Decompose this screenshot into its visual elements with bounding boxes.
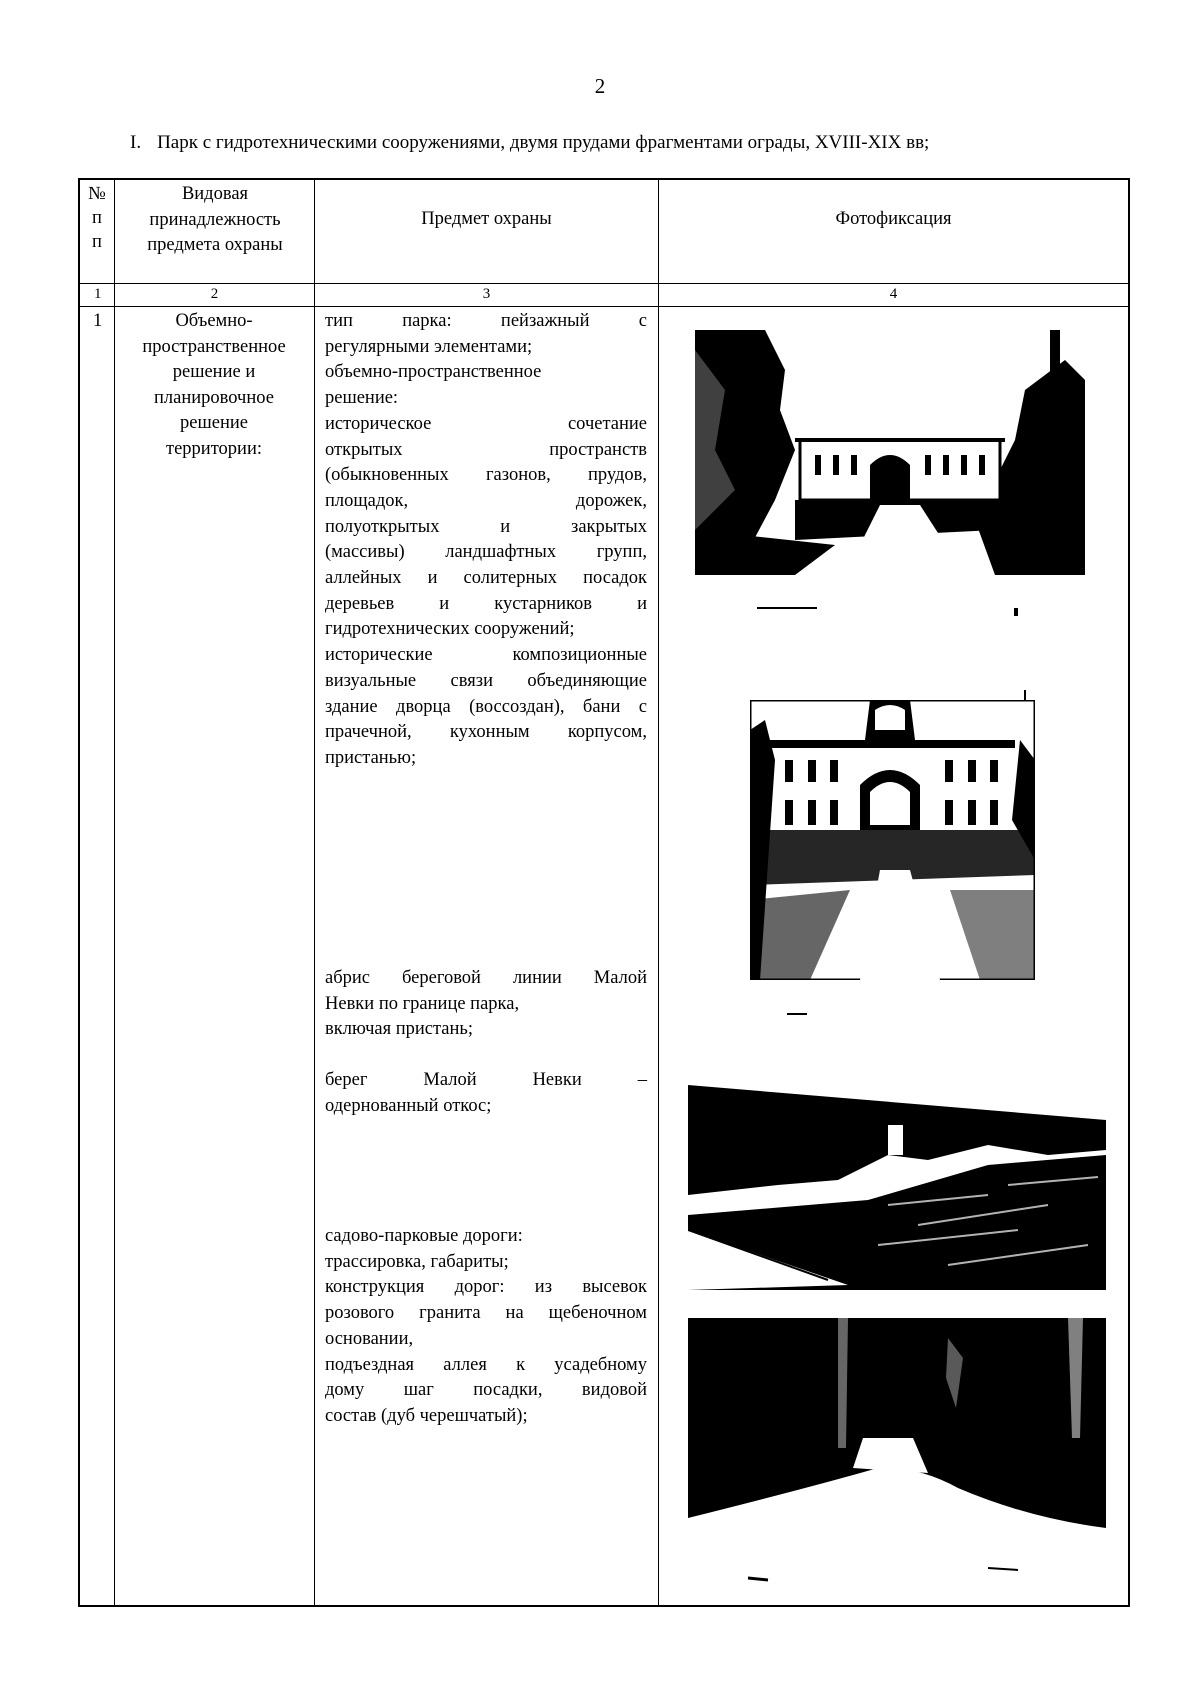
section-number: I.	[130, 132, 142, 153]
page-number: 2	[594, 74, 606, 98]
section-heading	[130, 132, 929, 154]
header-photo: Фотофиксация	[835, 209, 952, 229]
subject-block-1: тип парка: пейзажный с регулярными элементами; объемно-пространственное решение: историческое сочетание открытых пространств (обыкновенных газонов, прудов, площадок, дорожек, полуоткрытых и закрытых (массивы) ландшафтных групп, аллейных и солитерных посадок деревьев и кустарников и гидротехнических сооружений; исторические композиционные визуальные связи объединяющие здание дворца (воссоздан), бани с прачечной, кухонным корпусом, пристанью;	[325, 311, 647, 768]
protection-type: Объемно- пространственное решение и планировочное решение территории:	[142, 311, 286, 459]
photo-artifact	[757, 607, 817, 609]
photo-artifact	[1014, 608, 1018, 616]
subject-block-3: берег Малой Невки – одернованный откос;	[325, 1070, 647, 1116]
column-number-1: 1	[94, 286, 102, 302]
photo-artifact	[787, 1013, 807, 1015]
section-title: Парк с гидротехническими сооружениями, двумя прудами фрагментами ограды, XVIII-XIX вв;	[157, 132, 930, 153]
column-number-3: 3	[482, 286, 491, 302]
photo-park-alley	[688, 1318, 1106, 1594]
photo-palace-alley	[695, 330, 1085, 575]
column-number-4: 4	[889, 286, 898, 302]
header-subject: Предмет охраны	[421, 209, 552, 229]
subject-block-2: абрис береговой линии Малой Невки по границе парка, включая пристань;	[325, 968, 647, 1040]
header-number: № п п	[88, 184, 106, 252]
photo-palace-facade	[750, 700, 1035, 980]
header-type: Видовая принадлежность предмета охраны	[147, 184, 283, 255]
column-number-2: 2	[210, 286, 219, 302]
row-number: 1	[93, 311, 103, 331]
subject-block-4: садово-парковые дороги: трассировка, габариты; конструкция дорог: из высевок розового гранита на щебеночном основании, подъездная аллея к усадебному дому шаг посадки, видовой состав (дуб черешчатый);	[325, 1226, 647, 1426]
photo-river-bank	[688, 1085, 1106, 1290]
